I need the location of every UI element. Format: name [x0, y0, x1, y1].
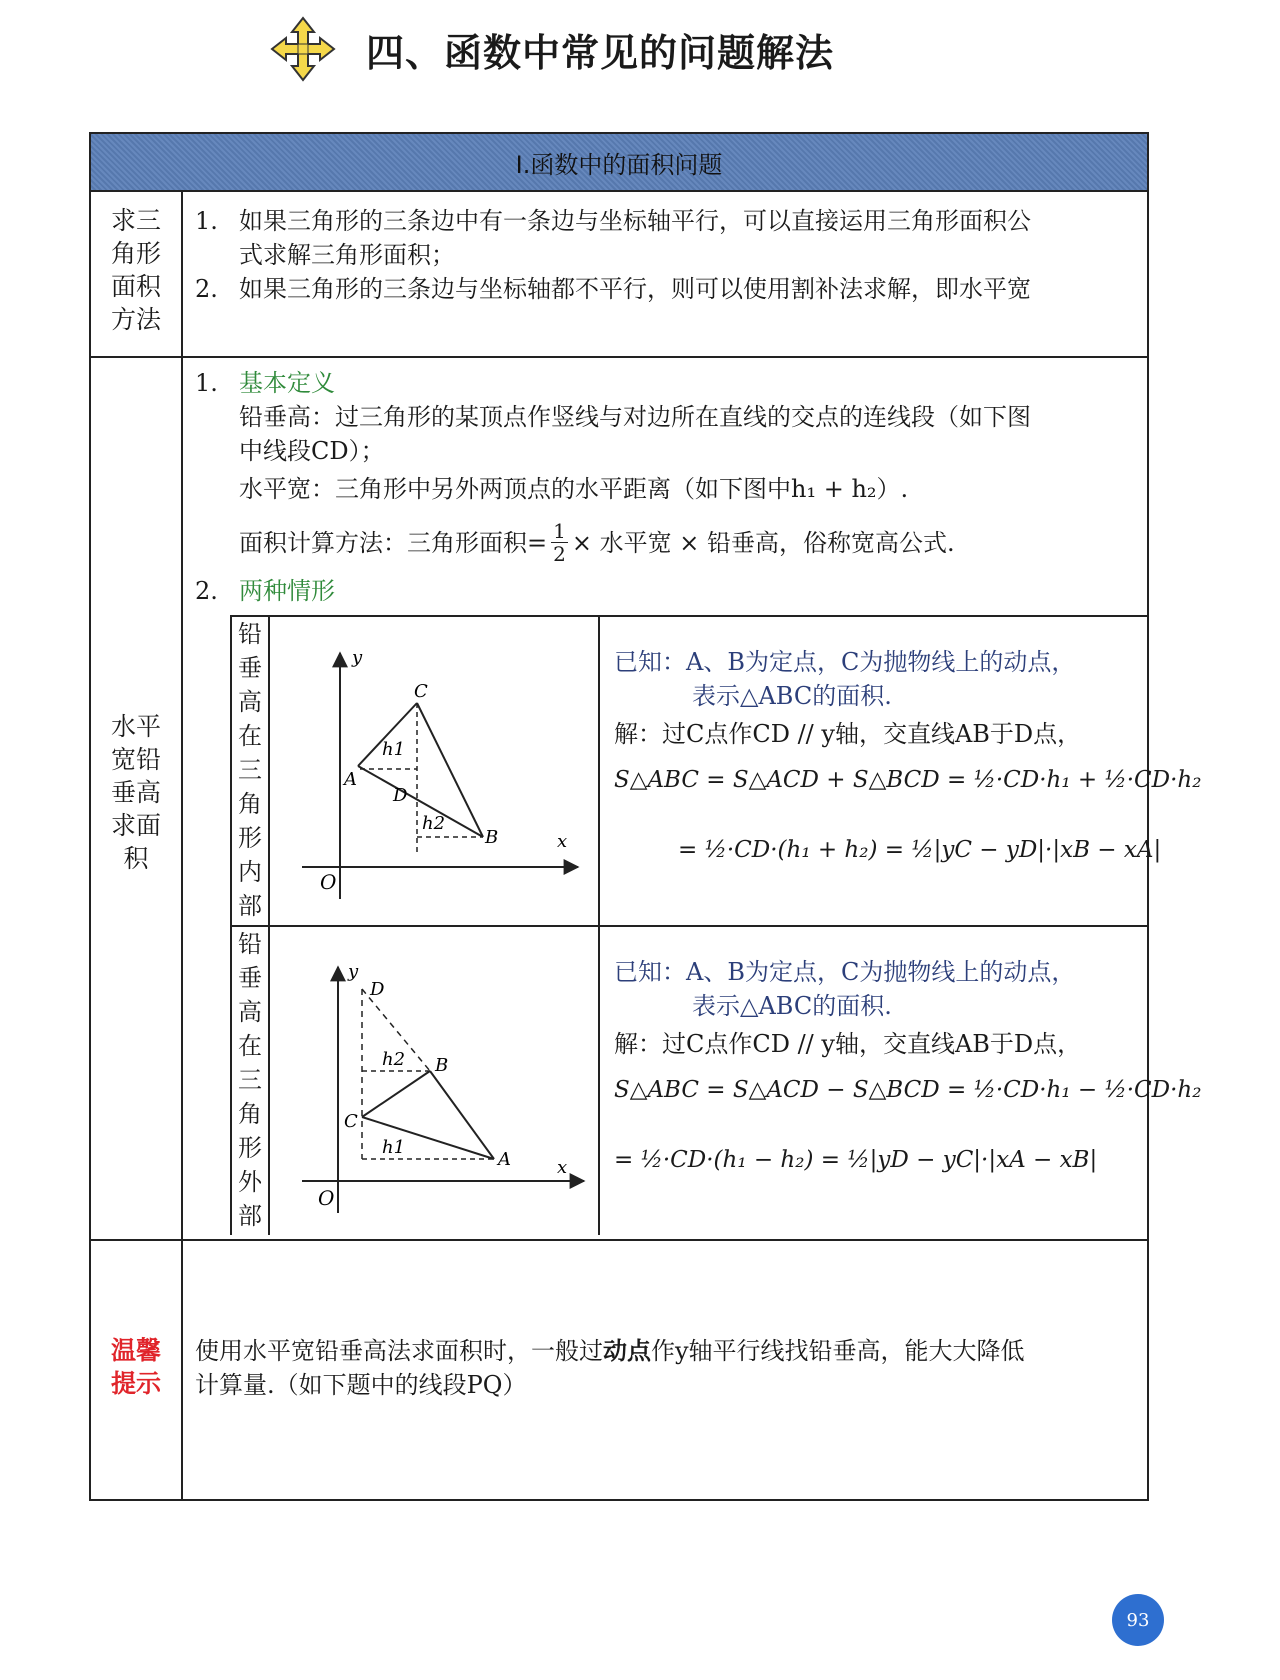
- case1-figure: [272, 621, 594, 921]
- case2-figure: [272, 931, 594, 1231]
- case1-known: 已知：A、B为定点，C为抛物线上的动点，: [614, 648, 1076, 676]
- paragraph-line: 中线段CD）；: [239, 437, 385, 465]
- origin-label: O: [318, 1186, 335, 1210]
- point-b-label: B: [485, 827, 499, 848]
- case1-solution: 解：过C点作CD // y轴，交直线AB于D点，: [614, 720, 1082, 748]
- tip-line: 使用水平宽铅垂高法求面积时，一般过动点作y轴平行线找铅垂高，能大大降低: [195, 1336, 1025, 1365]
- paragraph-line: 如果三角形的三条边与坐标轴都不平行，则可以使用割补法求解，即水平宽: [239, 275, 1031, 303]
- case-column-divider: [598, 617, 600, 1235]
- paragraph-line: 水平宽：三角形中另外两顶点的水平距离（如下图中h₁ + h₂）.: [239, 475, 909, 503]
- section-heading: 两种情形: [239, 577, 335, 605]
- item-number: 1.: [195, 369, 218, 397]
- page-title: 四、函数中常见的问题解法: [366, 30, 835, 75]
- case1-equation: S△ABC = S△ACD + S△BCD = ½·CD·h₁ + ½·CD·h₂: [614, 767, 1202, 793]
- paragraph-line: 铅垂高：过三角形的某顶点作竖线与对边所在直线的交点的连线段（如下图: [239, 403, 1031, 431]
- row2-label: 水平 宽铅 垂高 求面 积: [110, 712, 161, 873]
- point-d-label: D: [370, 979, 385, 1000]
- origin-label: O: [320, 870, 337, 894]
- item-number: 2.: [195, 275, 218, 303]
- h2-label: h2: [382, 1049, 406, 1070]
- case2-known: 表示△ABC的面积.: [692, 992, 892, 1020]
- cases-table: [230, 615, 1202, 1235]
- point-c-label: C: [344, 1111, 358, 1132]
- triangle-side: [362, 1071, 430, 1117]
- point-a-label: A: [498, 1149, 511, 1170]
- column-divider: [181, 190, 183, 1499]
- case1-known: 表示△ABC的面积.: [692, 682, 892, 710]
- h1-label: h1: [382, 739, 406, 760]
- point-b-label: B: [435, 1055, 449, 1076]
- h1-label: h1: [382, 1137, 406, 1158]
- tip-label: 温馨 提示: [110, 1336, 161, 1398]
- content-table: [89, 132, 1202, 1501]
- case2-solution: 解：过C点作CD // y轴，交直线AB于D点，: [614, 1030, 1082, 1058]
- row-divider: [91, 1239, 1147, 1241]
- case2-label: 铅 垂 高 在 三 角 形 外 部: [238, 930, 262, 1230]
- page-number-badge: 93: [1112, 1594, 1164, 1646]
- table-header: Ⅰ.函数中的面积问题: [91, 134, 1147, 192]
- case-divider: [232, 925, 1147, 927]
- point-a-label: A: [344, 769, 357, 790]
- item-number: 1.: [195, 207, 218, 235]
- tip-line: 计算量.（如下题中的线段PQ）: [195, 1371, 527, 1399]
- case2-equation: = ½·CD·(h₁ − h₂) = ½|yD − yC|·|xA − xB|: [614, 1147, 1098, 1173]
- triangle-side: [430, 1071, 494, 1159]
- case-column-divider: [268, 617, 270, 1235]
- x-label: x: [557, 1157, 568, 1178]
- point-c-label: C: [414, 681, 428, 702]
- paragraph-line: 式求解三角形面积；: [239, 241, 455, 269]
- case1-equation: = ½·CD·(h₁ + h₂) = ½|yC − yD|·|xB − xA|: [678, 837, 1162, 863]
- row-divider: [91, 356, 1147, 358]
- section-heading: 基本定义: [239, 369, 335, 397]
- row1-label: 求三 角形 面积 方法: [110, 206, 161, 334]
- case1-label: 铅 垂 高 在 三 角 形 内 部: [238, 620, 262, 920]
- case2-known: 已知：A、B为定点，C为抛物线上的动点，: [614, 958, 1076, 986]
- x-label: x: [557, 831, 568, 852]
- h2-label: h2: [422, 813, 446, 834]
- paragraph-line: 如果三角形的三条边中有一条边与坐标轴平行，可以直接运用三角形面积公: [239, 207, 1031, 235]
- triangle-side: [358, 766, 483, 837]
- point-d-label: D: [393, 785, 408, 806]
- case2-equation: S△ABC = S△ACD − S△BCD = ½·CD·h₁ − ½·CD·h₂: [614, 1077, 1202, 1103]
- item-number: 2.: [195, 577, 218, 605]
- area-formula: 面积计算方法：三角形面积= $\frac{1}{2}$ × 水平宽 × 铅垂高，俗称宽高公式.: [239, 519, 955, 566]
- move-arrows-icon: [270, 16, 336, 82]
- y-label: y: [352, 647, 363, 668]
- page-title-area: [270, 14, 834, 84]
- y-label: y: [348, 961, 359, 982]
